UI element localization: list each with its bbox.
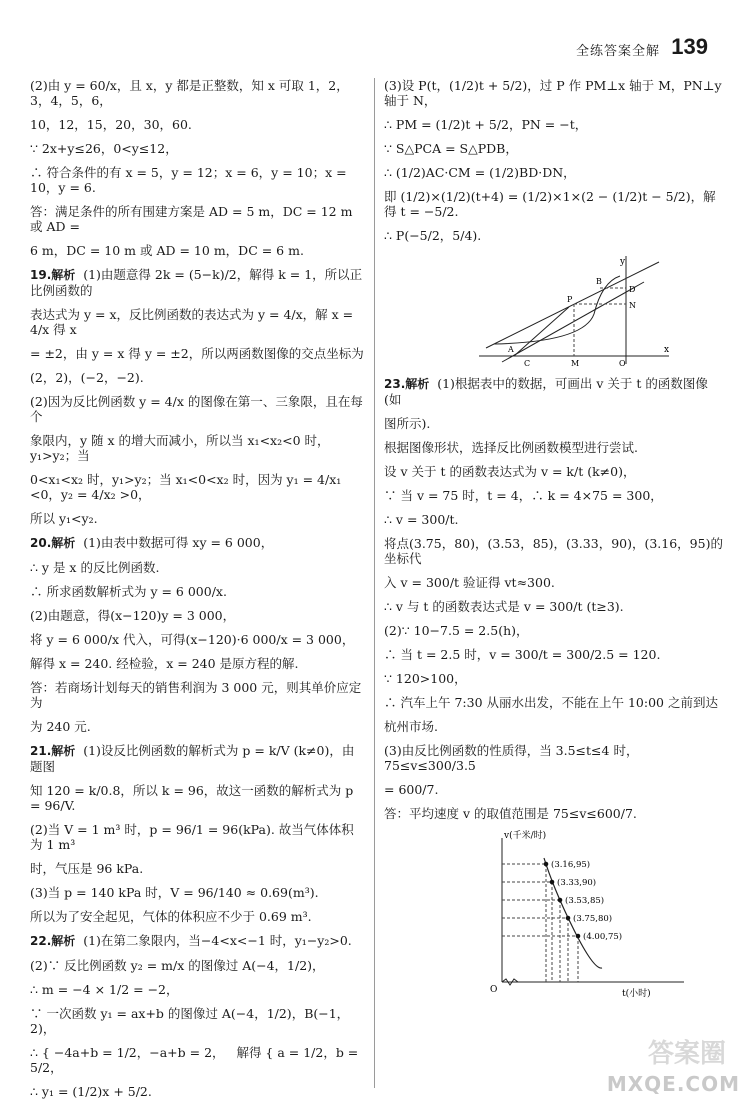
text-line xyxy=(30,608,366,623)
text-line xyxy=(384,488,724,503)
data-point-label: (4.00,75) xyxy=(583,932,623,942)
text-line xyxy=(30,243,366,258)
question-number: 21.解析 xyxy=(30,744,76,758)
fig1-c-label: C xyxy=(524,359,531,368)
line-text: ∴ v 与 t 的函数表达式是 v = 300/t (t≥3). xyxy=(384,599,624,614)
text-line xyxy=(384,647,724,662)
watermark xyxy=(596,1036,746,1100)
text-line xyxy=(30,632,366,647)
line-text: (2)∵ 反比例函数 y₂ = m/x 的图像过 A(−4，1/2)， xyxy=(30,958,325,973)
line-text: 根据图像形状，选择反比例函数模型进行尝试. xyxy=(384,440,638,455)
line-text: ∵ 2x+y≤26，0<y≤12， xyxy=(30,141,178,156)
text-line xyxy=(30,822,366,852)
text-line xyxy=(384,78,724,108)
line-text: 图所示). xyxy=(384,416,431,431)
line-text: 即 (1/2)×(1/2)(t+4) = (1/2)×1×(2 − (1/2)t − 5/2)，解得 t = −5/2. xyxy=(384,189,716,219)
question-number: 20.解析 xyxy=(30,536,76,550)
data-point xyxy=(566,916,571,921)
text-line xyxy=(30,958,366,973)
question-number: 23.解析 xyxy=(384,377,430,391)
data-point xyxy=(576,934,581,939)
text-line xyxy=(384,228,724,243)
fig1-p-label: P xyxy=(567,295,573,304)
right-column-top xyxy=(384,78,724,243)
watermark-cn: 答案圈 xyxy=(647,1039,726,1069)
text-line xyxy=(30,584,366,599)
text-line xyxy=(30,885,366,900)
line-text: 答：平均速度 v 的取值范围是 75≤v≤600/7. xyxy=(384,806,637,821)
line-text: ∴ 所求函数解析式为 y = 6 000/x. xyxy=(30,584,227,599)
line-text: (2)当 V = 1 m³ 时，p = 96/1 = 96(kPa). 故当气体体积为 1 m³ xyxy=(30,822,354,852)
line-text: (2)因为反比例函数 y = 4/x 的图像在第一、三象限，且在每个 xyxy=(30,394,363,424)
line-text: (1)由题意得 2k = (5−k)/2，解得 k = 1，所以正比例函数的 xyxy=(30,267,363,298)
text-line xyxy=(384,117,724,132)
text-line xyxy=(30,511,366,526)
line-text: (2，2)，(−2，−2). xyxy=(30,370,144,385)
line-text: ∴ y 是 x 的反比例函数. xyxy=(30,560,160,575)
data-point-label: (3.75,80) xyxy=(573,914,613,924)
line-text: 杭州市场. xyxy=(384,719,438,734)
line-text: ∴ m = −4 × 1/2 = −2， xyxy=(30,982,179,997)
text-line xyxy=(30,433,366,463)
text-line xyxy=(30,117,366,132)
text-line xyxy=(30,719,366,734)
line-text: 所以 y₁<y₂. xyxy=(30,511,98,526)
line-text: = ±2，由 y = x 得 y = ±2，所以两函数图像的交点坐标为 xyxy=(30,346,364,361)
line-text: ∴ 汽车上午 7:30 从丽水出发，不能在上午 10:00 之前到达 xyxy=(384,695,718,710)
line-text: 表达式为 y = x，反比例函数的表达式为 y = 4/x，解 x = 4/x 得 x xyxy=(30,307,358,337)
text-line xyxy=(30,165,366,195)
line-text: 答：若商场计划每天的销售利润为 3 000 元，则其单价应定为 xyxy=(30,680,362,710)
text-line xyxy=(384,575,724,590)
text-line xyxy=(30,394,366,424)
text-line xyxy=(30,307,366,337)
text-line xyxy=(30,370,366,385)
fig1-o-label: O xyxy=(619,359,626,368)
line-text: ∵ S△PCA = S△PDB， xyxy=(384,141,518,156)
text-line xyxy=(30,909,366,924)
graph-x-label: t(小时) xyxy=(622,989,651,999)
line-text: (3)当 p = 140 kPa 时，V = 96/140 ≈ 0.69(m³). xyxy=(30,885,319,900)
text-line xyxy=(384,141,724,156)
text-line xyxy=(30,78,366,108)
text-line xyxy=(384,464,724,479)
text-line xyxy=(30,1084,366,1099)
line-text: ∵ 当 v = 75 时，t = 4，∴ k = 4×75 = 300， xyxy=(384,488,663,503)
right-column-bottom xyxy=(384,376,724,821)
text-line xyxy=(384,512,724,527)
fig1-n-label: N xyxy=(629,301,636,310)
line-text: 入 v = 300/t 验证得 vt≈300. xyxy=(384,575,555,590)
line-text: 答：满足条件的所有围建方案是 AD = 5 m，DC = 12 m 或 AD = xyxy=(30,204,357,234)
line-text: ∴ v = 300/t. xyxy=(384,512,459,527)
line-text: (1)由表中数据可得 xy = 6 000， xyxy=(75,535,274,550)
line-text: (1)设反比例函数的解析式为 p = k/V (k≠0)，由题图 xyxy=(30,743,355,774)
line-text: (2)由 y = 60/x，且 x，y 都是正整数，知 x 可取 1，2，3，4，5，6， xyxy=(30,78,349,108)
speed-time-graph xyxy=(484,830,694,1000)
data-point xyxy=(550,880,555,885)
data-point-label: (3.53,85) xyxy=(565,896,605,906)
text-line xyxy=(30,472,366,502)
fig1-x-label: x xyxy=(664,345,670,355)
text-line xyxy=(30,861,366,876)
line-text: 时，气压是 96 kPa. xyxy=(30,861,144,876)
line-text: ∴ P(−5/2，5/4). xyxy=(384,228,482,243)
header-title: 全练答案全解 xyxy=(575,44,660,59)
text-line xyxy=(384,623,724,638)
text-line xyxy=(384,719,724,734)
line-text: (1)根据表中的数据，可画出 v 关于 t 的函数图像(如 xyxy=(384,376,708,407)
text-line xyxy=(384,376,724,407)
question-number: 19.解析 xyxy=(30,268,76,282)
line-text: ∴ (1/2)AC·CM = (1/2)BD·DN， xyxy=(384,165,576,180)
page-number: 139 xyxy=(671,34,708,59)
line-text: ∵ 120>100， xyxy=(384,671,467,686)
fig1-a-label: A xyxy=(508,345,514,354)
line-text: ∵ 一次函数 y₁ = ax+b 的图像过 A(−4，1/2)，B(−1，2)， xyxy=(30,1006,350,1036)
line-text: (2)由题意，得(x−120)y = 3 000， xyxy=(30,608,236,623)
text-line xyxy=(30,141,366,156)
text-line xyxy=(30,656,366,671)
line-text: (3)由反比例函数的性质得，当 3.5≤t≤4 时，75≤v≤300/3.5 xyxy=(384,743,639,773)
fig1-m-label: M xyxy=(571,359,580,368)
line-text: (1)在第二象限内，当−4<x<−1 时，y₁−y₂>0. xyxy=(75,933,352,948)
data-points-group xyxy=(502,859,622,982)
fig1-d-label: D xyxy=(629,285,636,294)
text-line xyxy=(384,782,724,797)
text-line xyxy=(384,536,724,566)
text-line xyxy=(30,783,366,813)
line-text: ∴ { −4a+b = 1/2，−a+b = 2， 解得 { a = 1/2，b = 5/2， xyxy=(30,1045,363,1075)
line-text: 设 v 关于 t 的函数表达式为 v = k/t (k≠0)， xyxy=(384,464,636,479)
text-line xyxy=(384,695,724,710)
line-text: ∴ y₁ = (1/2)x + 5/2. xyxy=(30,1084,152,1099)
graph-origin-label: O xyxy=(490,985,498,995)
text-line xyxy=(30,535,366,551)
line-text: (3)设 P(t，(1/2)t + 5/2)，过 P 作 PM⊥x 轴于 M，PN⊥y 轴于 N， xyxy=(384,78,726,108)
fig1-y-label: y xyxy=(620,257,626,267)
text-line xyxy=(384,189,724,219)
text-line xyxy=(384,806,724,821)
text-line xyxy=(30,204,366,234)
line-text: ∴ PM = (1/2)t + 5/2，PN = −t， xyxy=(384,117,588,132)
graph-y-label: v(千米/时) xyxy=(504,831,547,841)
line-text: 将 y = 6 000/x 代入，可得(x−120)·6 000/x = 3 000， xyxy=(30,632,355,647)
right-column xyxy=(384,78,724,1088)
text-line xyxy=(30,933,366,949)
data-point-label: (3.33,90) xyxy=(557,878,597,888)
text-line xyxy=(30,346,366,361)
text-line xyxy=(384,671,724,686)
question-number: 22.解析 xyxy=(30,934,76,948)
line-text: = 600/7. xyxy=(384,782,439,797)
line-text: 将点(3.75，80)，(3.53，85)，(3.33，90)，(3.16，95)的坐标代 xyxy=(384,536,723,566)
text-line xyxy=(384,165,724,180)
line-text: 6 m，DC = 10 m 或 AD = 10 m，DC = 6 m. xyxy=(30,243,304,258)
line-text: 0<x₁<x₂ 时，y₁>y₂；当 x₁<0<x₂ 时，因为 y₁ = 4/x₁ <0，y₂ = 4/x₂ >0， xyxy=(30,472,346,502)
line-text: 象限内，y 随 x 的增大而减小，所以当 x₁<x₂<0 时，y₁>y₂；当 xyxy=(30,433,330,463)
column-divider xyxy=(374,78,375,1088)
left-column xyxy=(30,78,366,1099)
text-line xyxy=(384,440,724,455)
text-line xyxy=(30,680,366,710)
text-line xyxy=(30,982,366,997)
page-header xyxy=(0,0,750,64)
line-text: ∴ 符合条件的有 x = 5，y = 12；x = 6，y = 10；x = 10，y = 6. xyxy=(30,165,351,195)
fig1-b-label: B xyxy=(596,277,602,286)
text-line xyxy=(384,743,724,773)
data-point-label: (3.16,95) xyxy=(551,860,591,870)
line-text: 为 240 元. xyxy=(30,719,91,734)
line-text: 所以为了安全起见，气体的体积应不少于 0.69 m³. xyxy=(30,909,312,924)
data-point xyxy=(544,862,549,867)
line-text: 知 120 = k/0.8，所以 k = 96，故这一函数的解析式为 p = 96/V. xyxy=(30,783,358,813)
text-line xyxy=(30,267,366,298)
coordinate-figure xyxy=(474,252,674,370)
line-text: 10，12，15，20，30，60. xyxy=(30,117,192,132)
watermark-url: MXQE.COM xyxy=(606,1072,740,1096)
line-text: (2)∵ 10−7.5 = 2.5(h)， xyxy=(384,623,529,638)
text-line xyxy=(384,599,724,614)
text-line xyxy=(30,1045,366,1075)
text-line xyxy=(30,1006,366,1036)
text-line xyxy=(30,560,366,575)
line-text: ∴ 当 t = 2.5 时，v = 300/t = 300/2.5 = 120. xyxy=(384,647,661,662)
data-point xyxy=(558,898,563,903)
line-text: 解得 x = 240. 经检验，x = 240 是原方程的解. xyxy=(30,656,299,671)
text-line xyxy=(30,743,366,774)
text-line xyxy=(384,416,724,431)
